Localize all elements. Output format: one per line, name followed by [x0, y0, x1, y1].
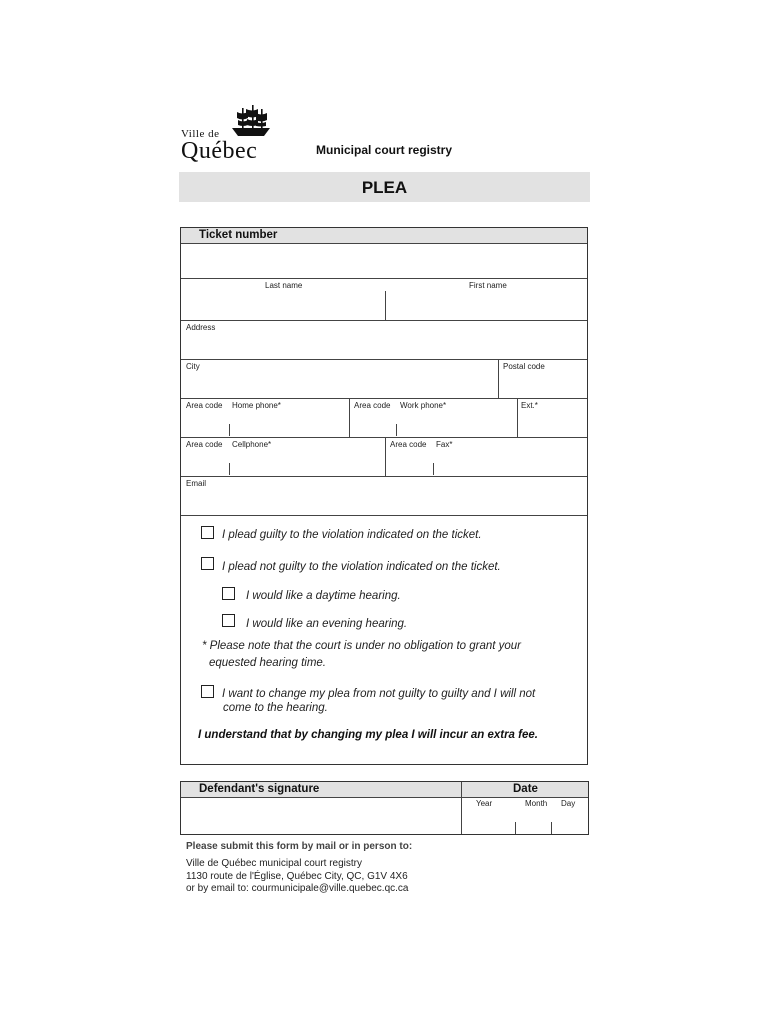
signature-label: Defendant's signature [199, 783, 320, 795]
city-label: City [186, 362, 200, 371]
ext-field[interactable] [518, 399, 586, 437]
last-name-field[interactable] [181, 279, 384, 320]
first-name-label: First name [469, 281, 507, 290]
date-field[interactable] [462, 810, 587, 834]
daytime-hearing-label: I would like a daytime hearing. [246, 590, 401, 602]
year-label: Year [476, 799, 493, 808]
not-guilty-option-label: I plead not guilty to the violation indicated on the ticket. [222, 561, 501, 573]
divider [181, 515, 587, 516]
home-phone-label: Home phone* [232, 401, 281, 410]
signature-field[interactable] [181, 798, 460, 834]
signature-header [181, 782, 588, 798]
area-code-label: Area code [186, 440, 223, 449]
fax-field[interactable] [386, 438, 586, 476]
address-line-2: 1130 route de l'Église, Québec City, QC, G1V 4X6 [186, 871, 408, 882]
first-name-field[interactable] [386, 279, 586, 320]
logo-quebec: Québec [181, 138, 258, 164]
ticket-number-header [181, 228, 587, 244]
not-guilty-checkbox[interactable] [201, 557, 214, 570]
daytime-hearing-checkbox[interactable] [222, 587, 235, 600]
evening-hearing-checkbox[interactable] [222, 614, 235, 627]
submit-heading: Please submit this form by mail or in person to: [186, 841, 413, 852]
work-phone-label: Work phone* [400, 401, 447, 410]
logo-ville-de: Ville de [181, 128, 220, 140]
evening-hearing-label: I would like an evening hearing. [246, 618, 408, 630]
area-code-label: Area code [354, 401, 391, 410]
ticket-number-field[interactable] [181, 244, 587, 278]
page-title: PLEA [361, 178, 408, 197]
plea-title-bar [179, 172, 590, 202]
email-label: Email [186, 479, 207, 488]
postal-code-field[interactable] [499, 360, 586, 398]
signature-section [180, 781, 589, 835]
address-line-1: Ville de Québec municipal court registry [186, 858, 363, 869]
area-code-label: Area code [186, 401, 223, 410]
city-field[interactable] [181, 360, 497, 398]
fax-label: Fax* [436, 440, 453, 449]
cellphone-label: Cellphone* [232, 440, 272, 449]
plea-form [180, 227, 588, 765]
extra-fee-warning: I understand that by changing my plea I will incur an extra fee. [198, 729, 538, 741]
change-plea-line-2: come to the hearing. [223, 702, 328, 714]
note-line-2: equested hearing time. [209, 657, 326, 669]
postal-code-label: Postal code [503, 362, 545, 371]
change-plea-line-1: I want to change my plea from not guilty to guilty and I will not [222, 688, 536, 700]
email-field[interactable] [181, 477, 587, 515]
day-label: Day [561, 799, 576, 808]
email-contact-line: or by email to: courmunicipale@ville.quebec.qc.ca [186, 883, 409, 894]
area-code-label: Area code [390, 440, 427, 449]
note-line-1: * Please note that the court is under no obligation to grant your [202, 640, 522, 652]
address-label: Address [186, 323, 216, 332]
work-phone-field[interactable] [350, 399, 516, 437]
date-label: Date [513, 783, 538, 795]
cellphone-field[interactable] [181, 438, 384, 476]
last-name-label: Last name [265, 281, 303, 290]
ext-label: Ext.* [521, 401, 538, 410]
ticket-number-label: Ticket number [199, 229, 278, 241]
guilty-option-label: I plead guilty to the violation indicated on the ticket. [222, 529, 482, 541]
month-label: Month [525, 799, 548, 808]
home-phone-field[interactable] [181, 399, 348, 437]
address-field[interactable] [181, 321, 587, 359]
guilty-checkbox[interactable] [201, 526, 214, 539]
registry-title: Municipal court registry [316, 143, 453, 157]
ship-logo-icon [230, 104, 272, 140]
change-plea-checkbox[interactable] [201, 685, 214, 698]
